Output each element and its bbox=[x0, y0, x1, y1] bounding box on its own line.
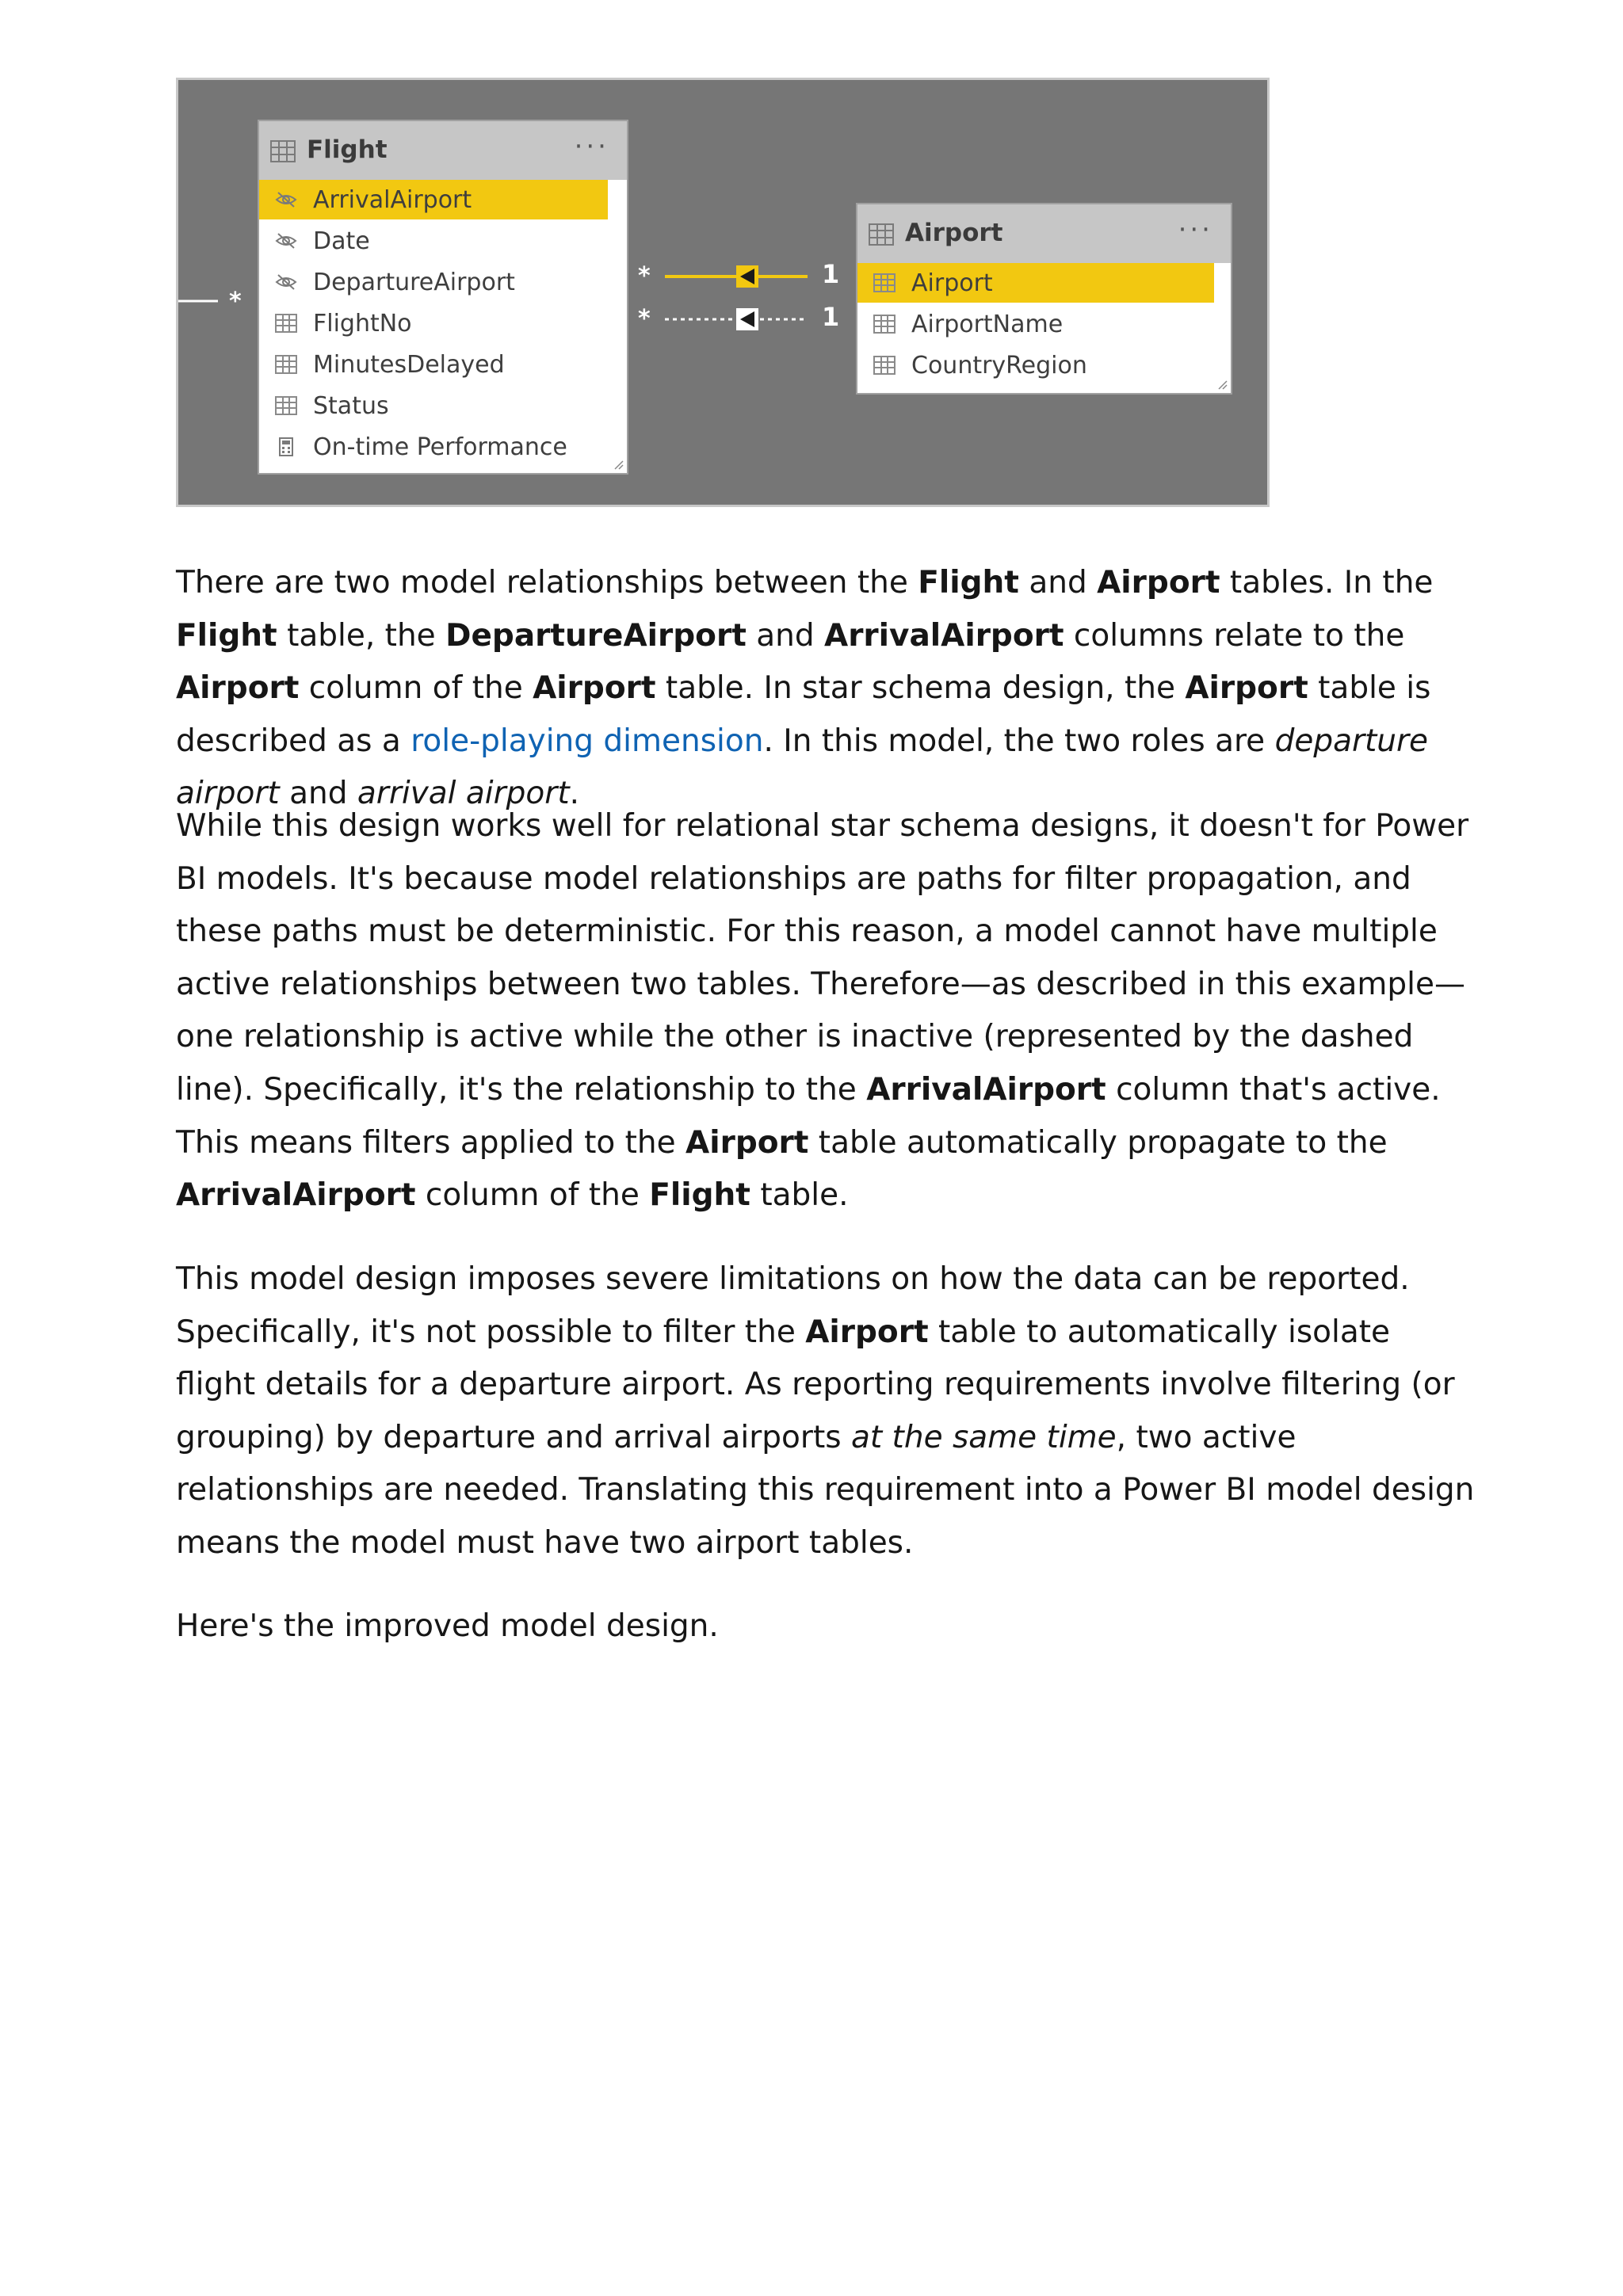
paragraph-improved-design bbox=[176, 1600, 1476, 1653]
text: . bbox=[569, 776, 580, 812]
paragraph-reporting-limitations bbox=[176, 1253, 1476, 1570]
bold-arrival-airport: ArrivalAirport bbox=[176, 1177, 416, 1214]
text: table. bbox=[750, 1177, 849, 1214]
hidden-eye-icon bbox=[275, 190, 297, 212]
bold-flight: Flight bbox=[918, 565, 1019, 601]
bold-airport: Airport bbox=[1097, 565, 1220, 601]
text: column of the bbox=[415, 1177, 650, 1214]
resize-handle-icon[interactable] bbox=[1217, 379, 1228, 391]
active-many-cardinality: * bbox=[638, 262, 651, 290]
column-row-flightno[interactable] bbox=[259, 303, 608, 343]
active-relationship[interactable] bbox=[665, 265, 808, 288]
active-one-cardinality: 1 bbox=[822, 259, 840, 289]
italic-at-the-same-time: at the same time bbox=[850, 1419, 1117, 1455]
text: Here's the improved model design. bbox=[176, 1608, 719, 1644]
inactive-relationship[interactable] bbox=[665, 308, 808, 330]
paragraph-relationships bbox=[176, 557, 1476, 821]
text: and bbox=[746, 617, 825, 654]
flight-table-header[interactable] bbox=[259, 121, 627, 180]
column-label: MinutesDelayed bbox=[313, 351, 505, 379]
text: table. In star schema design, the bbox=[655, 670, 1186, 707]
flight-table[interactable] bbox=[258, 120, 628, 475]
column-label: FlightNo bbox=[313, 310, 412, 338]
table-column-icon bbox=[275, 314, 297, 336]
italic-arrival-airport: arrival airport bbox=[357, 776, 570, 812]
bold-airport: Airport bbox=[176, 670, 300, 707]
text: While this design works well for relational star schema designs, it doesn't for Power BI models. It's because model relationships are paths for filter propagation, and these paths must be deterministic. For this reason, a model cannot have multiple active relationships between two tables. Therefore—as described in this example—one relationship is active while the other is inactive (represented by the dashed line). Specifically, it's the relationship to the bbox=[176, 808, 1469, 1108]
column-row-status[interactable] bbox=[259, 386, 608, 425]
calculator-icon bbox=[275, 437, 297, 460]
text: columns relate to the bbox=[1064, 617, 1405, 654]
bold-arrival-airport: ArrivalAirport bbox=[866, 1071, 1106, 1108]
airport-table[interactable] bbox=[856, 203, 1232, 395]
bold-airport: Airport bbox=[533, 670, 656, 707]
bold-airport: Airport bbox=[1185, 670, 1308, 707]
text: column that's active. This means filters applied to the bbox=[176, 1071, 1441, 1161]
hidden-eye-icon bbox=[275, 231, 297, 254]
bold-flight: Flight bbox=[176, 617, 277, 654]
flight-table-title: Flight bbox=[307, 135, 388, 164]
table-icon bbox=[869, 223, 894, 246]
hidden-eye-icon bbox=[275, 273, 297, 295]
text: table is described as a bbox=[176, 670, 1431, 759]
inactive-many-cardinality: * bbox=[638, 305, 651, 333]
column-row-departureairport[interactable] bbox=[259, 262, 608, 302]
column-label: On-time Performance bbox=[313, 433, 567, 461]
column-label: Airport bbox=[911, 269, 993, 297]
column-label: CountryRegion bbox=[911, 352, 1087, 379]
column-row-arrivalairport[interactable] bbox=[259, 180, 608, 219]
bold-departure-airport: DepartureAirport bbox=[445, 617, 747, 654]
role-playing-dimension-link[interactable]: role-playing dimension bbox=[411, 723, 764, 759]
table-column-icon bbox=[275, 396, 297, 418]
table-icon bbox=[270, 140, 296, 162]
text: , two active relationships are needed. Translating this requirement into a Power BI model design means the model must have two airport tables. bbox=[176, 1419, 1475, 1561]
column-row-on-time-performance[interactable] bbox=[259, 427, 608, 467]
text: There are two model relationships between the bbox=[176, 565, 918, 601]
more-options-icon[interactable]: ··· bbox=[1178, 214, 1213, 246]
column-label: Status bbox=[313, 392, 389, 420]
model-diagram bbox=[176, 78, 1270, 507]
text: and bbox=[279, 776, 357, 812]
text: This model design imposes severe limitations on how the data can be reported. Specifically, it's not possible to filter the bbox=[176, 1261, 1410, 1350]
column-row-date[interactable] bbox=[259, 221, 608, 261]
column-row-countryregion[interactable] bbox=[857, 345, 1214, 385]
table-column-icon bbox=[873, 273, 896, 296]
column-label: Date bbox=[313, 227, 370, 255]
italic-departure-airport: departure airport bbox=[176, 723, 1429, 812]
column-label: ArrivalAirport bbox=[313, 186, 472, 214]
airport-table-header[interactable] bbox=[857, 204, 1231, 263]
table-column-icon bbox=[873, 356, 896, 378]
column-label: DepartureAirport bbox=[313, 269, 515, 296]
bold-airport: Airport bbox=[805, 1314, 929, 1350]
text: tables. In the bbox=[1220, 565, 1434, 601]
paragraph-design-limitation bbox=[176, 800, 1476, 1222]
resize-handle-icon[interactable] bbox=[613, 460, 624, 471]
inactive-one-cardinality: 1 bbox=[822, 302, 840, 332]
bold-arrival-airport: ArrivalAirport bbox=[824, 617, 1064, 654]
column-row-airportname[interactable] bbox=[857, 304, 1214, 344]
text: table to automatically isolate flight details for a departure airport. As reporting requirements involve filtering (or grouping) by departure and arrival airports bbox=[176, 1314, 1455, 1455]
column-row-airport[interactable] bbox=[857, 263, 1214, 303]
airport-table-title: Airport bbox=[905, 219, 1003, 247]
bold-airport: Airport bbox=[685, 1124, 809, 1161]
left-many-cardinality: * bbox=[229, 288, 242, 315]
bold-flight: Flight bbox=[649, 1177, 750, 1214]
text: column of the bbox=[299, 670, 533, 707]
column-row-minutesdelayed[interactable] bbox=[259, 345, 608, 384]
table-column-icon bbox=[873, 315, 896, 337]
column-label: AirportName bbox=[911, 311, 1064, 338]
table-column-icon bbox=[275, 355, 297, 377]
text: . In this model, the two roles are bbox=[763, 723, 1275, 759]
text: table automatically propagate to the bbox=[808, 1124, 1388, 1161]
left-relationship-line bbox=[178, 80, 265, 318]
text: table, the bbox=[277, 617, 446, 654]
more-options-icon[interactable]: ··· bbox=[574, 131, 609, 162]
text: and bbox=[1018, 565, 1098, 601]
